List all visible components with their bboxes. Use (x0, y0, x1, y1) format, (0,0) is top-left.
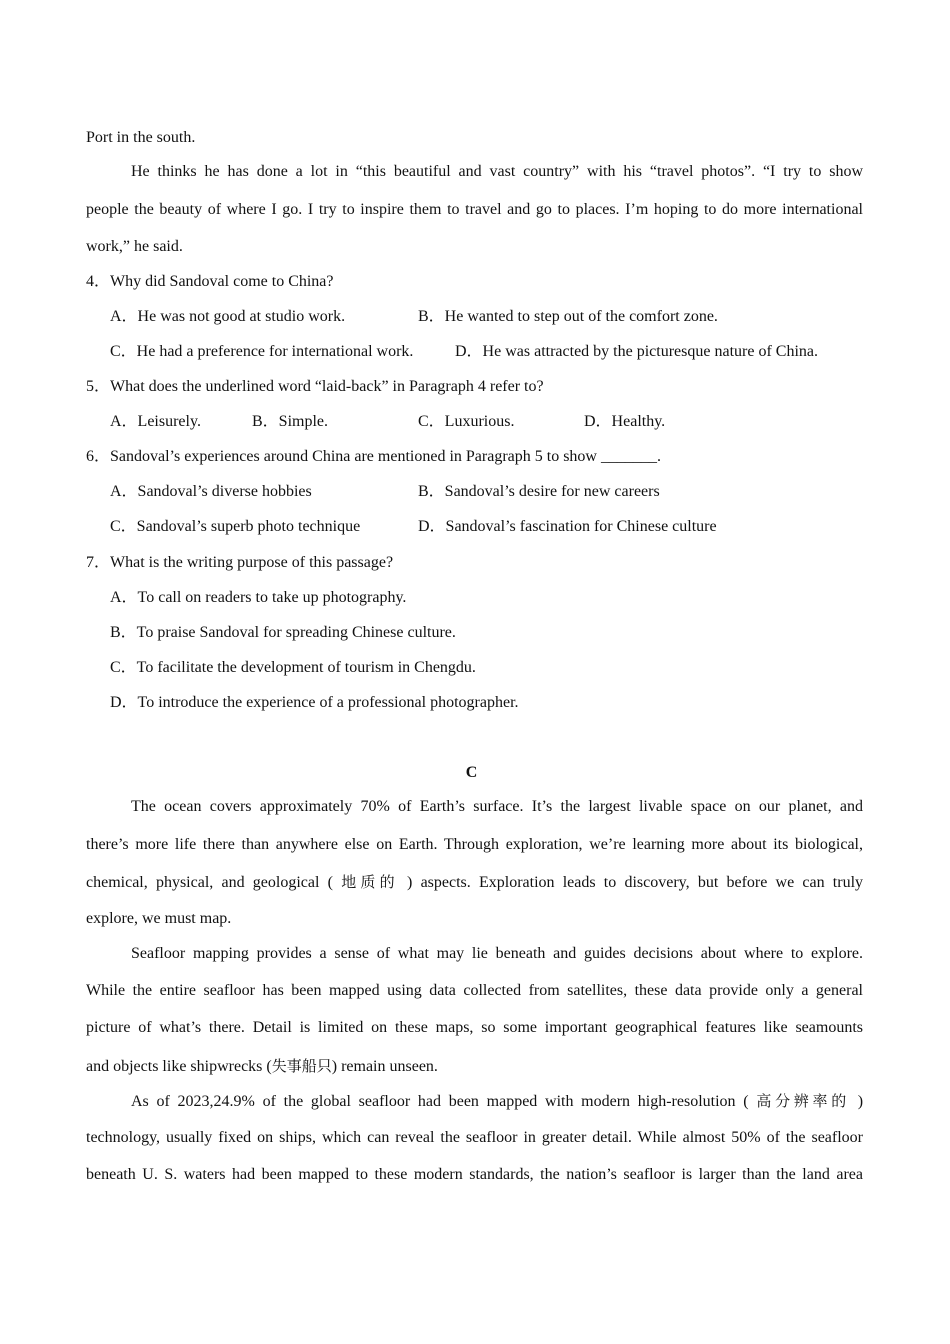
passage-c-line: While the entire seafloor has been mapped using data collected from satellites, these data provide only a general (86, 982, 863, 999)
passage-c-line: beneath U. S. waters had been mapped to these modern standards, the nation’s seafloor is larger than the land area (86, 1166, 863, 1183)
text-segment: ) (857, 1093, 864, 1110)
question-6-option-b: B．Sandoval’s desire for new careers (418, 483, 660, 500)
question-7-stem: 7．What is the writing purpose of this passage? (86, 554, 394, 571)
question-5-stem: 5．What does the underlined word “laid-back” in Paragraph 4 refer to? (86, 378, 544, 395)
question-5-option-b: B．Simple. (252, 413, 329, 430)
question-7-option-c: C．To facilitate the development of tourism in Chengdu. (110, 659, 476, 676)
passage-c-line: picture of what’s there. Detail is limited on these maps, so some important geographical features like seamounts (86, 1019, 863, 1036)
passage-b-line: He thinks he has done a lot in “this beautiful and vast country” with his “travel photos”. “I try to show (131, 163, 863, 180)
question-6-stem: 6．Sandoval’s experiences around China are mentioned in Paragraph 5 to show _______. (86, 448, 661, 465)
passage-c-line (86, 1056, 863, 1077)
question-4-stem: 4．Why did Sandoval come to China? (86, 273, 334, 290)
question-5-option-c: C．Luxurious. (418, 413, 515, 430)
text-segment: ) remain unseen. (331, 1058, 438, 1075)
question-6-option-a: A．Sandoval’s diverse hobbies (110, 483, 312, 500)
question-5-option-d: D．Healthy. (584, 413, 666, 430)
passage-c-line: explore, we must map. (86, 910, 232, 927)
passage-b-line: work,” he said. (86, 238, 183, 255)
question-4-option-a: A．He was not good at studio work. (110, 308, 346, 325)
passage-c-line: there’s more life there than anywhere else on Earth. Through exploration, we’re learning more about its biological, (86, 836, 863, 853)
question-5-option-a: A．Leisurely. (110, 413, 201, 430)
text-segment: ) aspects. Exploration leads to discovery, but before we can truly (407, 874, 864, 891)
passage-b-line: Port in the south. (86, 129, 196, 146)
passage-c-line (131, 1091, 863, 1112)
passage-b-line: people the beauty of where I go. I try to inspire them to travel and go to places. I’m hoping to do more international (86, 201, 863, 218)
text-segment: and objects like shipwrecks ( (86, 1058, 272, 1075)
question-7-option-d: D．To introduce the experience of a professional photographer. (110, 694, 519, 711)
passage-c-line: Seafloor mapping provides a sense of what may lie beneath and guides decisions about where to explore. (131, 945, 863, 962)
question-4-option-c: C．He had a preference for international work. (110, 343, 414, 360)
passage-c-line: The ocean covers approximately 70% of Earth’s surface. It’s the largest livable space on our planet, and (131, 798, 863, 815)
chinese-gloss: 地质的 (341, 873, 399, 891)
question-7-option-b: B．To praise Sandoval for spreading Chinese culture. (110, 624, 456, 641)
section-heading: C (465, 764, 478, 781)
chinese-gloss: 高分辨率的 (756, 1092, 850, 1110)
question-4-option-d: D．He was attracted by the picturesque nature of China. (455, 343, 818, 360)
question-7-option-a: A．To call on readers to take up photography. (110, 589, 407, 606)
question-4-option-b: B．He wanted to step out of the comfort zone. (418, 308, 718, 325)
passage-c-line (86, 872, 863, 893)
text-segment: As of 2023,24.9% of the global seafloor had been mapped with modern high-resolution ( (131, 1093, 749, 1110)
question-6-option-d: D．Sandoval’s fascination for Chinese culture (418, 518, 717, 535)
chinese-gloss: 失事船只 (271, 1057, 332, 1075)
text-segment: chemical, physical, and geological ( (86, 874, 333, 891)
question-6-option-c: C．Sandoval’s superb photo technique (110, 518, 361, 535)
passage-c-line: technology, usually fixed on ships, which can reveal the seafloor in greater detail. While almost 50% of the seafloor (86, 1129, 863, 1146)
